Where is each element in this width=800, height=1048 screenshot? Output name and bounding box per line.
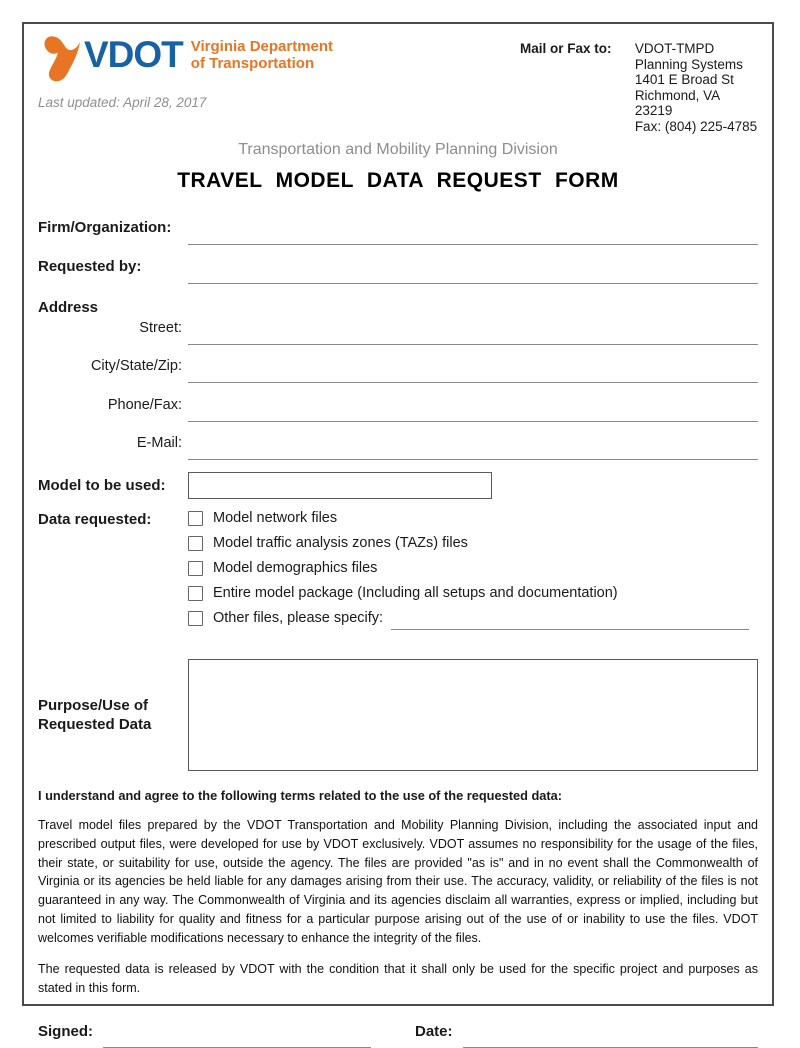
data-requested-options bbox=[188, 510, 758, 635]
checkbox-demographics-files[interactable] bbox=[188, 561, 203, 576]
date-label: Date: bbox=[415, 1022, 453, 1040]
checkbox-label: Other files, please specify: bbox=[213, 610, 384, 626]
city-state-zip-label: City/State/Zip: bbox=[90, 358, 182, 374]
address-section-label: Address bbox=[38, 299, 99, 316]
mail-or-fax-address bbox=[635, 41, 758, 134]
email-label: E-Mail: bbox=[136, 435, 182, 451]
data-requested-section bbox=[38, 510, 758, 635]
model-to-be-used-label: Model to be used: bbox=[38, 477, 166, 494]
phone-fax-input[interactable] bbox=[188, 421, 758, 422]
checkbox-row-taz bbox=[188, 535, 758, 551]
vdot-logo-text: VDOT bbox=[84, 34, 183, 75]
terms-paragraph-2: The requested data is released by VDOT with the condition that it shall only be used for the specific project and purposes as stated in this form. bbox=[38, 962, 758, 995]
checkbox-row-entire-package bbox=[188, 585, 758, 601]
form-border-frame bbox=[22, 22, 774, 1040]
purpose-section bbox=[38, 659, 758, 771]
other-files-specify-input[interactable] bbox=[391, 629, 749, 630]
checkbox-row-network bbox=[188, 510, 758, 526]
division-subtitle: Transportation and Mobility Planning Division bbox=[238, 141, 558, 158]
checkbox-taz-files[interactable] bbox=[188, 536, 203, 551]
street-row bbox=[38, 320, 758, 345]
street-label: Street: bbox=[139, 320, 182, 336]
purpose-textarea[interactable] bbox=[188, 659, 758, 771]
checkbox-label: Model network files bbox=[213, 510, 338, 526]
checkbox-label: Model demographics files bbox=[213, 560, 378, 576]
terms-heading: I understand and agree to the following terms related to the use of the requested data: bbox=[38, 788, 563, 803]
form-header bbox=[38, 33, 758, 134]
phone-fax-row bbox=[38, 397, 758, 422]
mail-line: Fax: (804) 225-4785 bbox=[634, 118, 758, 134]
firm-organization-input[interactable] bbox=[188, 244, 758, 245]
checkbox-label: Entire model package (Including all setups and documentation) bbox=[213, 585, 618, 601]
mail-line: VDOT-TMPD bbox=[634, 41, 715, 56]
mail-line: Planning Systems bbox=[634, 56, 743, 72]
checkbox-model-network-files[interactable] bbox=[188, 511, 203, 526]
email-input[interactable] bbox=[188, 459, 758, 460]
city-state-zip-row bbox=[38, 358, 758, 383]
requested-by-label: Requested by: bbox=[38, 258, 142, 275]
checkbox-label: Model traffic analysis zones (TAZs) files bbox=[213, 535, 468, 551]
model-to-be-used-row bbox=[38, 472, 758, 499]
requested-by-input[interactable] bbox=[188, 283, 758, 284]
checkbox-row-demographics bbox=[188, 560, 758, 576]
last-updated-text: Last updated: April 28, 2017 bbox=[38, 95, 207, 110]
city-state-zip-input[interactable] bbox=[188, 382, 758, 383]
signature-row bbox=[38, 1023, 758, 1048]
vdot-dept-text: Virginia Department of Transportation bbox=[190, 38, 334, 72]
street-input[interactable] bbox=[188, 344, 758, 345]
terms-paragraph-1: Travel model files prepared by the VDOT Transportation and Mobility Planning Division, including the associated input and prescribed output files, were developed for use by VDOT exclusively. VDOT assumes no responsibility for the usage of the files, their state, or suitability for use, outside the agency. The files are provided "as is" and in no event shall the Commonwealth of Virginia or its agencies be held liable for any damages arising from their use. The accuracy, validity, or reliability of the files is not guaranteed in any way. The Commonwealth of Virginia and its agencies disclaim all warranties, express or implied, including but not limited to liability for quality and fitness for a particular purpose arising out of the use of or inability to use the files. VDOT welcomes verifiable modifications necessary to enhance the integrity of the files. bbox=[38, 818, 758, 945]
form-title: TRAVEL MODEL DATA REQUEST FORM bbox=[177, 169, 619, 192]
vdot-swoosh-icon bbox=[38, 33, 90, 83]
firm-organization-row bbox=[38, 219, 758, 245]
phone-fax-label: Phone/Fax: bbox=[107, 397, 182, 413]
firm-organization-label: Firm/Organization: bbox=[38, 219, 172, 236]
mail-line: Richmond, VA 23219 bbox=[634, 87, 720, 118]
signed-label: Signed: bbox=[38, 1022, 93, 1040]
checkbox-row-other bbox=[188, 610, 758, 626]
checkbox-other-files[interactable] bbox=[188, 611, 203, 626]
mail-or-fax-block bbox=[520, 41, 758, 134]
model-to-be-used-input[interactable] bbox=[188, 472, 492, 499]
purpose-label: Purpose/Use of Requested Data bbox=[38, 697, 152, 733]
data-requested-label: Data requested: bbox=[38, 511, 152, 528]
checkbox-entire-package[interactable] bbox=[188, 586, 203, 601]
requested-by-row bbox=[38, 258, 758, 284]
mail-or-fax-label: Mail or Fax to: bbox=[520, 41, 612, 56]
mail-line: 1401 E Broad St bbox=[634, 72, 734, 87]
email-row bbox=[38, 435, 758, 460]
